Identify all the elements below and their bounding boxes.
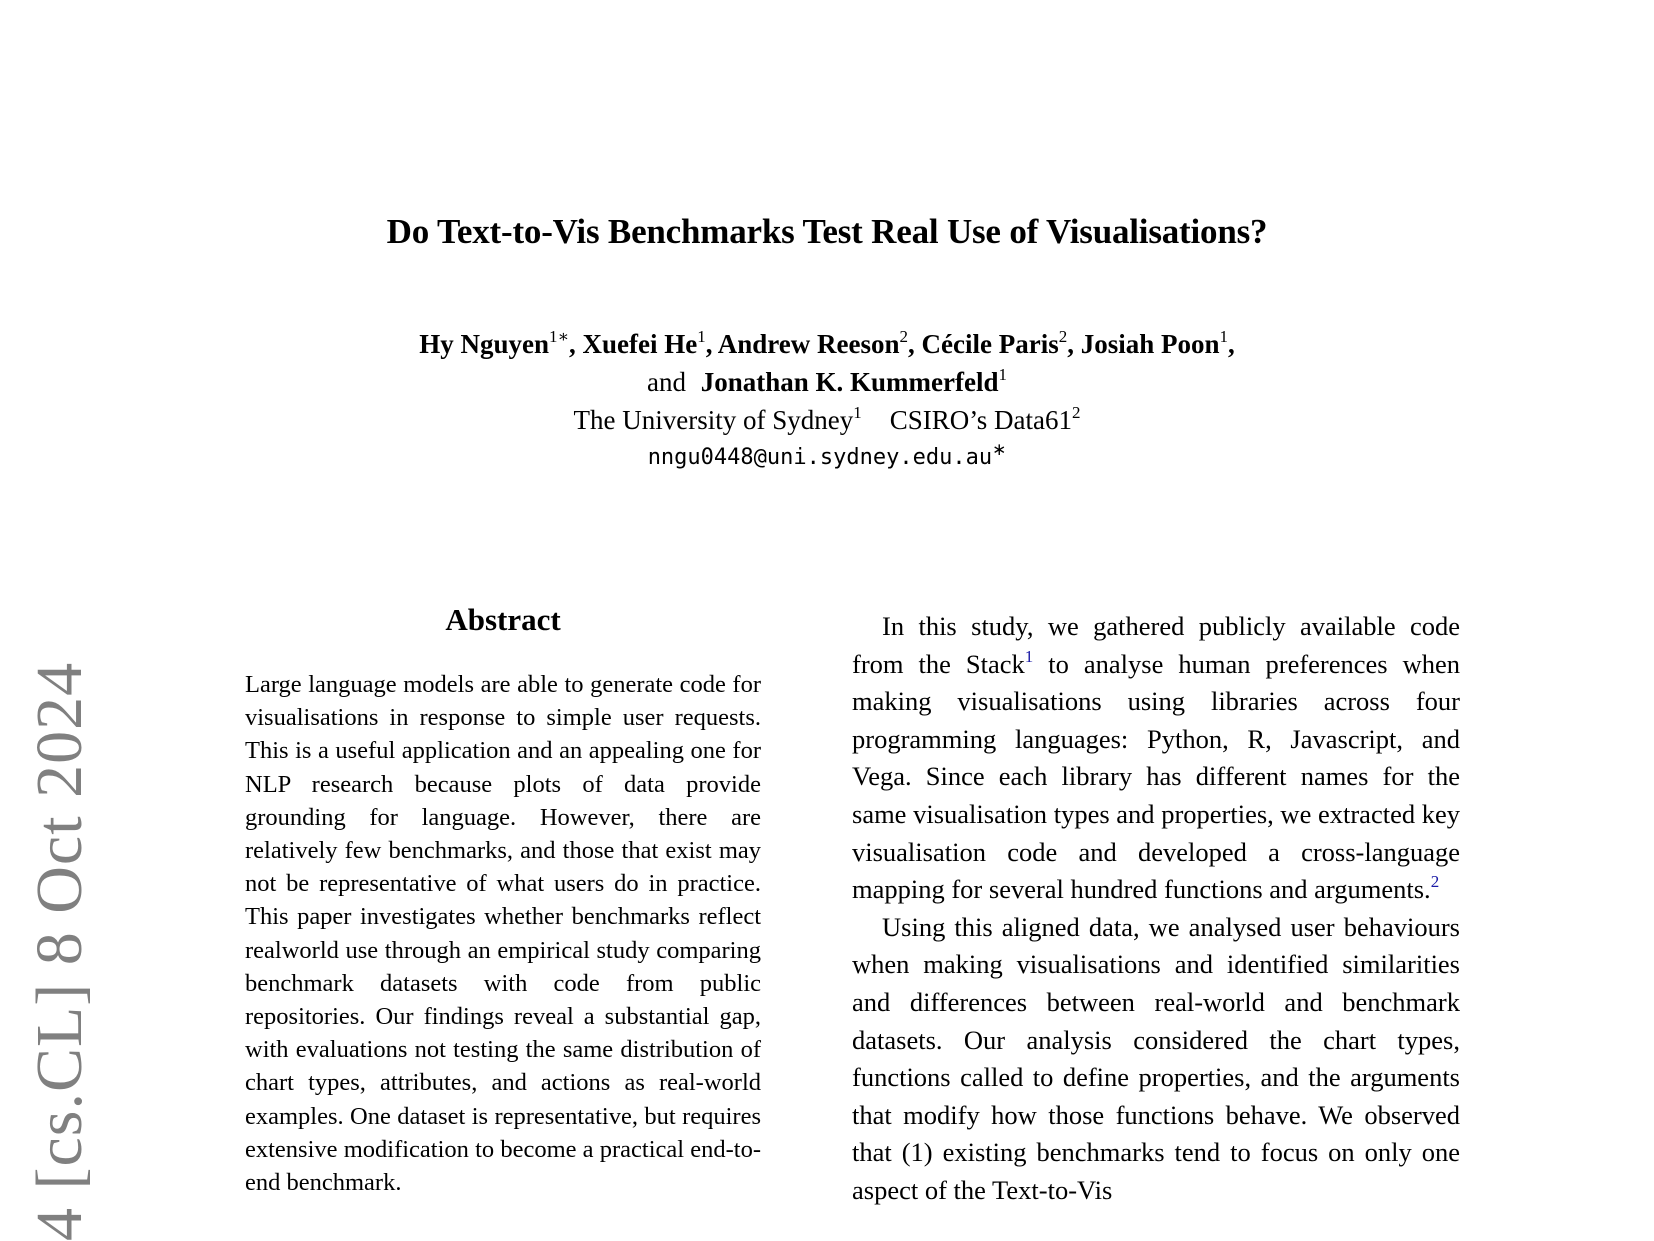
contact-email[interactable]: nngu0448@uni.sydney.edu.au	[647, 445, 993, 470]
affiliation-line	[0, 401, 1654, 439]
author-separator: ,	[1228, 329, 1235, 359]
author-separator: ,	[908, 329, 922, 359]
paragraph-text: In this study, we gathered publicly available code from the Stack	[852, 611, 1460, 679]
affiliation-mark: 1	[853, 403, 862, 422]
author-affil-mark: 2	[1058, 327, 1068, 346]
abstract-heading: Abstract	[445, 602, 561, 637]
author-affil-mark: 1	[697, 327, 706, 346]
footnote-link-1[interactable]: 1	[1024, 646, 1034, 666]
author-name: Andrew Reeson	[717, 329, 900, 359]
intro-paragraph-1	[852, 608, 1460, 909]
paragraph-text: to analyse human preferences when making visualisations using libraries across four programming languages: Python, R, Javascript, and Vega. Since each library has different names for the same visualisation types and properties, we extracted key visualisation code and developed a cross-language mapping for several hundred functions and arguments.	[852, 648, 1460, 905]
contact-email-line	[0, 439, 1654, 477]
affiliation-mark: 2	[1071, 403, 1081, 422]
right-column	[852, 608, 1460, 1210]
author-separator: ,	[705, 329, 718, 359]
abstract-text: Large language models are able to generate code for visualisations in response to simple user requests. This is a useful application and an appealing one for NLP research because plots of data provide grounding for language. However, there are relatively few benchmarks, and those that exist may not be representative of what users do in practice. This paper investigates whether benchmarks reflect realworld use through an empirical study comparing benchmark datasets with code from public repositories. Our findings reveal a substantial gap, with evaluations not testing the same distribution of chart types, attributes, and actions as real-world examples. One dataset is representative, but requires extensive modification to become a practical end-to-end benchmark.	[245, 671, 761, 1197]
author-name: Jonathan K. Kummerfeld	[700, 367, 999, 397]
affiliation-name: The University of Sydney	[573, 405, 854, 435]
author-name: Josiah Poon	[1080, 329, 1220, 359]
author-name: Xuefei He	[582, 329, 698, 359]
and-word: and	[647, 367, 686, 397]
author-affil-mark: 2	[899, 327, 909, 346]
author-separator: ,	[569, 329, 583, 359]
author-line-1	[0, 325, 1654, 363]
arxiv-identifier-margin: 4 [cs.CL] 8 Oct 2024	[23, 661, 96, 1241]
author-name: Cécile Paris	[921, 329, 1059, 359]
author-affil-mark: 1	[1219, 327, 1229, 346]
affiliation-name: CSIRO’s Data61	[889, 405, 1072, 435]
author-line-2	[0, 363, 1654, 401]
paper-title: Do Text-to-Vis Benchmarks Test Real Use of Visualisations?	[386, 212, 1268, 251]
footnote-link-2[interactable]: 2	[1430, 872, 1440, 892]
author-block	[0, 325, 1654, 477]
left-column	[245, 600, 761, 1199]
author-name: Hy Nguyen	[419, 329, 549, 359]
author-affil-mark: 1∗	[548, 327, 570, 346]
email-mark: ∗	[992, 440, 1007, 459]
author-affil-mark: 1	[998, 365, 1007, 384]
intro-paragraph-2: Using this aligned data, we analysed user behaviours when making visualisations and identified similarities and differences between real-world and benchmark datasets. Our analysis considered the chart types, functions called to define properties, and the arguments that modify how those functions behave. We observed that (1) existing benchmarks tend to focus on only one aspect of the Text-to-Vis	[852, 911, 1460, 1205]
author-separator: ,	[1067, 329, 1081, 359]
